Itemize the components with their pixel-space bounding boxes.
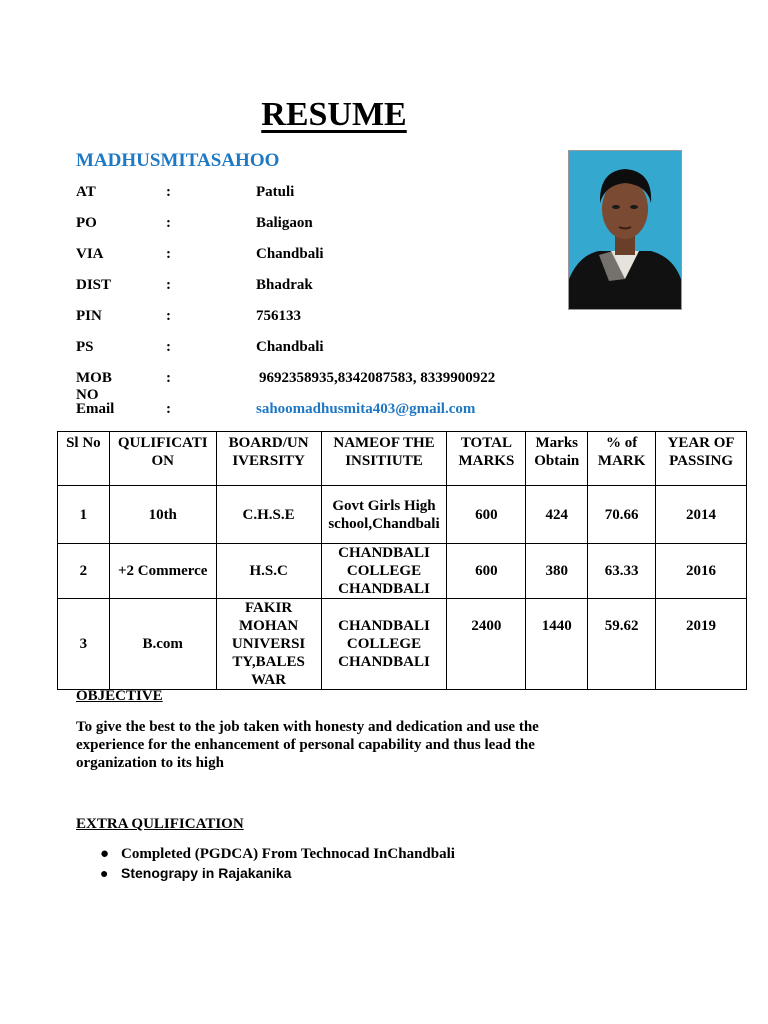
detail-separator: : [166, 184, 171, 200]
table-cell: 2400 [447, 599, 526, 690]
list-item-text: Completed (PGDCA) From Technocad InChandbali [121, 846, 455, 862]
table-cell: 2014 [656, 486, 747, 544]
detail-separator: : [166, 370, 171, 386]
table-cell: 1440 [526, 599, 588, 690]
column-header: % of MARK [588, 432, 656, 486]
detail-separator: : [166, 308, 171, 324]
resume-title: RESUME [261, 96, 407, 133]
table-cell: 70.66 [588, 486, 656, 544]
column-header: YEAR OF PASSING [656, 432, 747, 486]
portrait-image [569, 151, 681, 309]
table-cell: 600 [447, 544, 526, 599]
table-cell: 600 [447, 486, 526, 544]
table-row [58, 544, 747, 599]
detail-label: MOB NO [76, 370, 112, 403]
table-cell: CHANDBALI COLLEGE CHANDBALI [321, 544, 447, 599]
table-cell: 2016 [656, 544, 747, 599]
table-cell: 63.33 [588, 544, 656, 599]
table-cell: CHANDBALI COLLEGE CHANDBALI [321, 599, 447, 690]
detail-value: Chandbali [256, 339, 324, 355]
list-item [100, 865, 455, 884]
table-cell: 380 [526, 544, 588, 599]
table-cell: Govt Girls High school,Chandbali [321, 486, 447, 544]
detail-value: Baligaon [256, 215, 313, 231]
detail-separator: : [166, 215, 171, 231]
bullet-icon: ● [100, 846, 110, 862]
objective-text: To give the best to the job taken with honesty and dedication and use the experience for the enhancement of personal capability and thus lead the organization to its high [76, 719, 539, 771]
table-cell: 2 [58, 544, 110, 599]
list-item-text: Stenograpy in Rajakanika [121, 865, 292, 881]
candidate-name: MADHUSMITASAHOO [76, 150, 280, 171]
mobile-numbers: 9692358935,8342087583, 8339900922 [259, 370, 496, 386]
detail-separator: : [166, 401, 171, 417]
table-cell: FAKIR MOHAN UNIVERSI TY,BALES WAR [216, 599, 321, 690]
detail-separator: : [166, 277, 171, 293]
detail-label: AT [76, 184, 96, 200]
column-header: TOTAL MARKS [447, 432, 526, 486]
table-row [58, 486, 747, 544]
detail-label: PO [76, 215, 97, 231]
detail-value: 756133 [256, 308, 301, 324]
table-cell: 3 [58, 599, 110, 690]
list-item [100, 846, 455, 865]
detail-value: Chandbali [256, 246, 324, 262]
table-cell: 2019 [656, 599, 747, 690]
bullet-icon: ● [100, 865, 109, 881]
table-row [58, 599, 747, 690]
detail-label: DIST [76, 277, 112, 293]
detail-value: Patuli [256, 184, 295, 200]
objective-heading: OBJECTIVE [76, 688, 163, 704]
detail-label: Email [76, 401, 115, 417]
table-cell: 10th [109, 486, 216, 544]
detail-value: Bhadrak [256, 277, 313, 293]
table-cell: 424 [526, 486, 588, 544]
table-cell: +2 Commerce [109, 544, 216, 599]
table-cell: 1 [58, 486, 110, 544]
extra-qualification-heading: EXTRA QULIFICATION [76, 816, 244, 832]
detail-separator: : [166, 246, 171, 262]
education-table [57, 431, 747, 690]
detail-label: PS [76, 339, 94, 355]
table-cell: B.com [109, 599, 216, 690]
detail-label: PIN [76, 308, 102, 324]
column-header: QULIFICATI ON [109, 432, 216, 486]
detail-separator: : [166, 339, 171, 355]
profile-photo [568, 150, 682, 310]
column-header: Sl No [58, 432, 110, 486]
column-header: Marks Obtain [526, 432, 588, 486]
extra-qualification-list [100, 846, 455, 884]
table-cell: H.S.C [216, 544, 321, 599]
table-cell: C.H.S.E [216, 486, 321, 544]
table-header-row [58, 432, 747, 486]
table-cell: 59.62 [588, 599, 656, 690]
detail-label: VIA [76, 246, 104, 262]
email-link[interactable]: sahoomadhusmita403@gmail.com [256, 401, 476, 417]
column-header: BOARD/UN IVERSITY [216, 432, 321, 486]
column-header: NAMEOF THE INSITIUTE [321, 432, 447, 486]
